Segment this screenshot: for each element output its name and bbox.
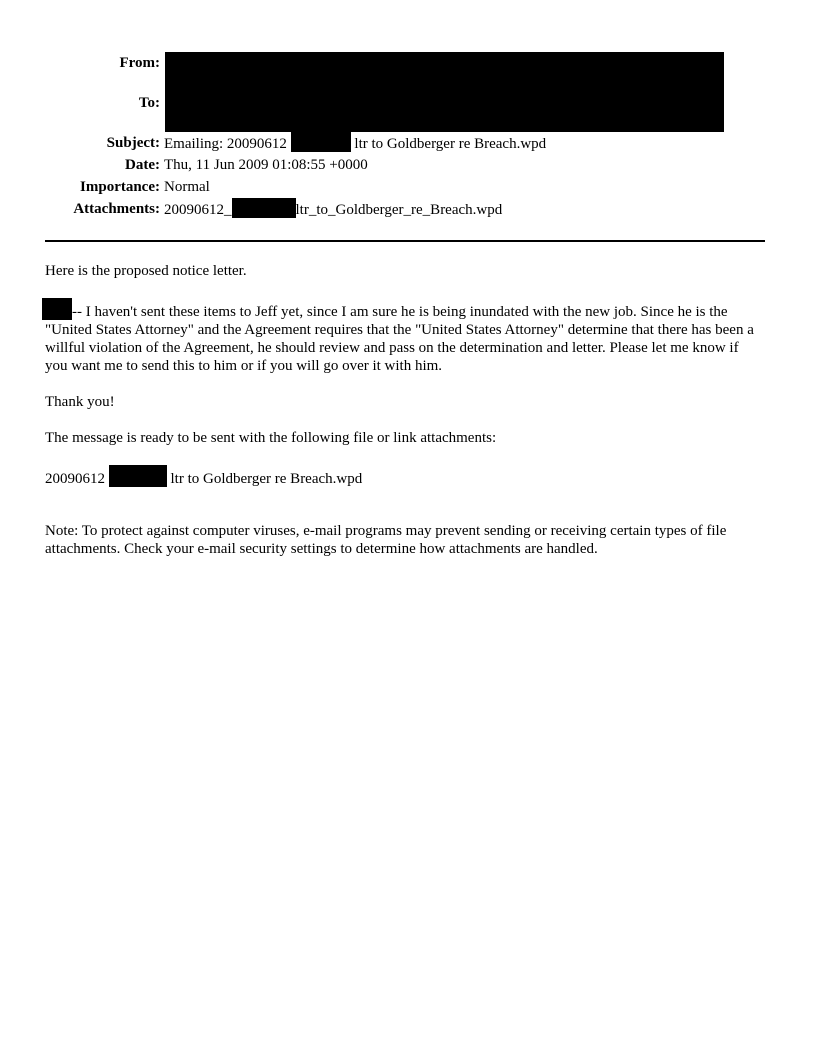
to-label: To: <box>138 95 160 111</box>
date-value: Thu, 11 Jun 2009 01:08:55 +0000 <box>164 157 368 173</box>
subject-redaction <box>291 132 351 152</box>
file-prefix: 20090612 <box>45 471 105 487</box>
subject-value <box>164 132 546 155</box>
sender-recipient-redaction <box>165 52 724 132</box>
attachment-prefix: 20090612_ <box>164 202 232 218</box>
importance-value: Normal <box>164 179 210 195</box>
name-redaction <box>42 298 72 320</box>
main-paragraph-text: -- I haven't sent these items to Jeff yet, since I am sure he is being inundated with the new job. Since he is the "United States Attorney" and the Agreement requires that the "United States Attorney" determine that there has been a willful violation of the Agreement, he should review and pass on the determination and letter. Please let me know if you want me to send this to him or if you will go over it with him. <box>45 304 754 374</box>
file-suffix: ltr to Goldberger re Breach.wpd <box>170 471 363 487</box>
attachment-suffix: ltr_to_Goldberger_re_Breach.wpd <box>295 202 503 218</box>
ready-line: The message is ready to be sent with the following file or link attachments: <box>45 430 497 446</box>
attachment-redaction <box>232 198 296 218</box>
subject-suffix: ltr to Goldberger re Breach.wpd <box>354 136 547 152</box>
virus-note: Note: To protect against computer viruses, e-mail programs may prevent sending or receiving certain types of file attachments. Check your e-mail security settings to determine how attachments are handled. <box>45 523 727 557</box>
header-divider <box>45 240 765 242</box>
main-paragraph <box>45 298 763 375</box>
subject-prefix: Emailing: 20090612 <box>164 136 287 152</box>
date-label: Date: <box>125 157 160 173</box>
attachments-label: Attachments: <box>73 201 160 217</box>
email-body <box>45 262 763 576</box>
attachment-filename[interactable] <box>164 198 502 221</box>
email-header <box>0 0 816 240</box>
subject-row <box>0 132 760 154</box>
thanks-line: Thank you! <box>45 394 115 410</box>
date-row <box>0 154 760 176</box>
intro-line: Here is the proposed notice letter. <box>45 263 247 279</box>
attachments-row <box>0 198 760 220</box>
from-label: From: <box>119 55 160 71</box>
attachment-line <box>45 465 763 488</box>
subject-label: Subject: <box>106 135 160 151</box>
importance-label: Importance: <box>80 179 160 195</box>
file-redaction <box>109 465 167 487</box>
importance-row <box>0 176 760 198</box>
